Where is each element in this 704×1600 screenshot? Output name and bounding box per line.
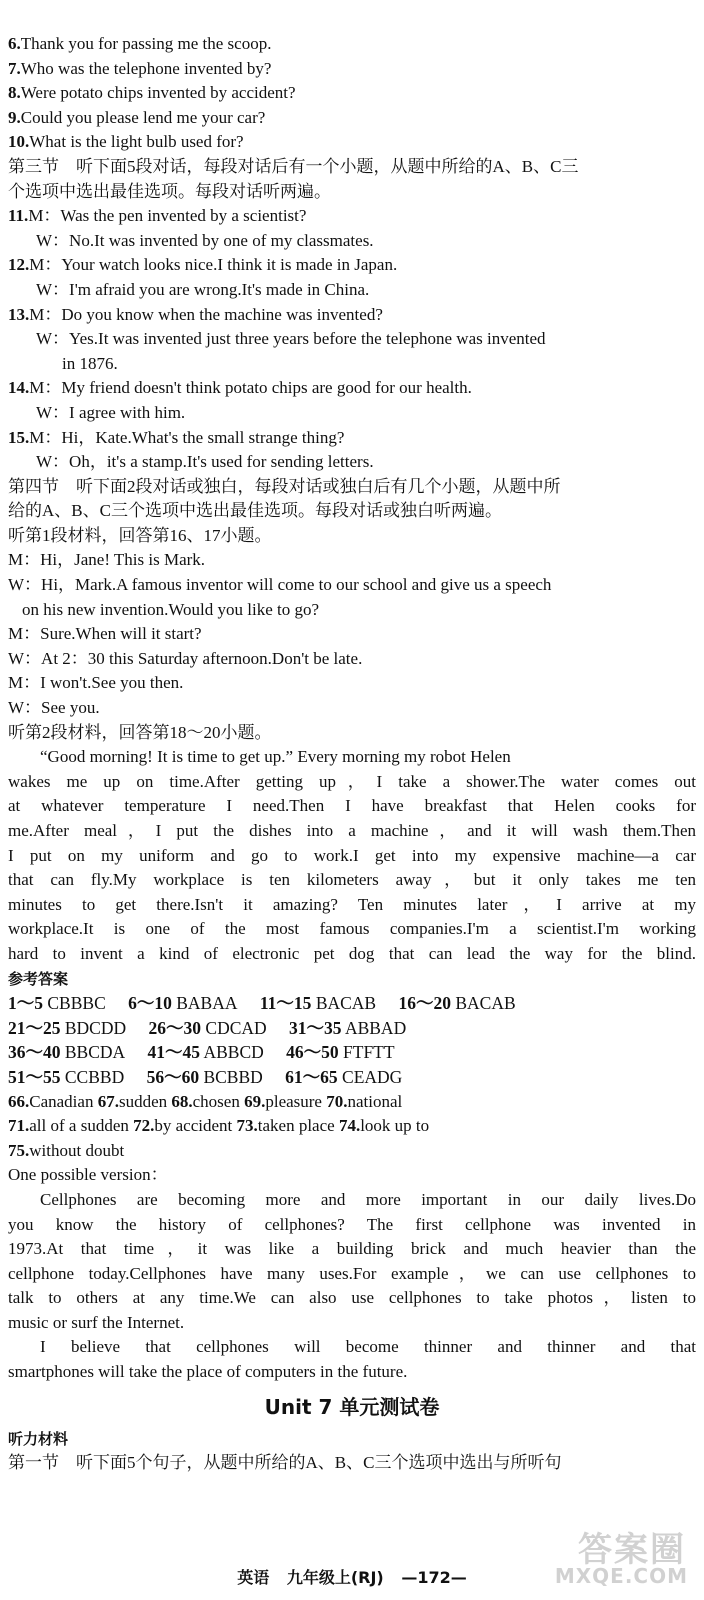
dialog-man-line: 15.M：Hi，Kate.What's the small strange thing? [8, 427, 345, 447]
section4-instruction-cont: 给的A、B、C三个选项中选出最佳选项。每段对话或独白听两遍。 [8, 501, 502, 521]
word-row [8, 1139, 696, 1164]
footer-grade: 九年级上(RJ) [286, 1568, 384, 1587]
dialog-list [8, 204, 696, 475]
word-answer: 68.chosen [171, 1091, 240, 1111]
word-answer: 69.pleasure [244, 1091, 322, 1111]
footer-page-number: —172— [401, 1568, 467, 1587]
sentence-item: 8.Were potato chips invented by accident? [8, 83, 296, 103]
essay-line: smartphones will take the place of computers in the future. [8, 1362, 408, 1382]
passage-line: wakes me up on time.After getting up，I take a shower.The water comes out [8, 771, 696, 791]
answer-group: 56～60 BCBBD [146, 1066, 263, 1087]
sentence-item: 7.Who was the telephone invented by? [8, 58, 272, 78]
passage-line: workplace.It is one of the most famous companies.I'm a scientist.I'm working [8, 919, 696, 939]
section4-instruction: 第四节 听下面2段对话或独白，每段对话或独白后有几个小题，从题中所 [8, 476, 561, 496]
essay-line: Cellphones are becoming more and more important in our daily lives.Do [40, 1189, 696, 1209]
material1-line: M：Sure.When will it start? [8, 624, 202, 644]
material1-line: W：At 2：30 this Saturday afternoon.Don't be late. [8, 648, 363, 668]
answer-group: 26～30 CDCAD [148, 1017, 267, 1038]
answers-heading: 参考答案 [8, 969, 69, 988]
section3-instruction: 第三节 听下面5段对话，每段对话后有一个小题，从题中所给的A、B、C三 [8, 156, 579, 176]
word-answer: 71.all of a sudden [8, 1116, 129, 1136]
essay-label: One possible version： [8, 1165, 168, 1185]
answer-group: 31～35 ABBAD [289, 1017, 407, 1038]
page-content [8, 32, 696, 1476]
passage-line: me.After meal，I put the dishes into a machine，and it will wash them.Then [8, 821, 696, 840]
word-answer: 67.sudden [97, 1091, 168, 1111]
dialog-woman-line-cont: in 1876. [62, 353, 118, 373]
passage-line: hard to invent a kind of electronic pet dog that can lead the way for the blind. [8, 943, 696, 963]
watermark-text: 答案圈 [578, 1530, 686, 1570]
word-row [8, 1090, 696, 1115]
dialog-man-line: 11.M：Was the pen invented by a scientist? [8, 206, 307, 226]
passage-line: “Good morning! It is time to get up.” Every morning my robot Helen [40, 747, 511, 767]
essay-line: 1973.At that time，it was like a building brick and much heavier than the [8, 1239, 696, 1259]
section1-instruction: 第一节 听下面5个句子，从题中所给的A、B、C三个选项中选出与所听句 [8, 1453, 562, 1473]
dialog-man-line: 14.M：My friend doesn't think potato chips are good for our health. [8, 378, 472, 398]
passage-line: minutes to get there.Isn't it amazing? Ten minutes later，I arrive at my [8, 894, 696, 914]
material1-line: W：See you. [8, 698, 100, 718]
essay-paragraph-1 [8, 1188, 696, 1336]
answer-group: 41～45 ABBCD [147, 1042, 264, 1063]
dialog-woman-line: W：Oh，it's a stamp.It's used for sending letters. [36, 452, 374, 472]
answer-group: 51～55 CCBBD [8, 1066, 125, 1087]
word-answer: 75.without doubt [8, 1140, 125, 1160]
footer-subject: 英语 [237, 1568, 270, 1587]
essay-paragraph-2 [8, 1335, 696, 1384]
sentence-item: 9.Could you please lend me your car? [8, 107, 266, 127]
material2-passage [8, 745, 696, 966]
answer-row [8, 1065, 696, 1090]
passage-line: at whatever temperature I need.Then I have breakfast that Helen cooks for [8, 796, 696, 816]
dialog-man-line: 13.M：Do you know when the machine was invented? [8, 304, 383, 324]
word-answer: 74.look up to [338, 1116, 430, 1136]
passage-line: that can fly.My workplace is ten kilometers away，but it only takes me ten [8, 870, 696, 890]
section3-instruction-cont: 个选项中选出最佳选项。每段对话听两遍。 [8, 181, 331, 201]
sentence-item: 6.Thank you for passing me the scoop. [8, 34, 272, 53]
answer-row [8, 1016, 696, 1041]
dialog-woman-line: W：No.It was invented by one of my classmates. [36, 230, 374, 250]
essay-line: you know the history of cellphones? The first cellphone was invented in [8, 1214, 696, 1234]
word-answer: 70.national [326, 1091, 403, 1111]
dialog-woman-line: W：I'm afraid you are wrong.It's made in China. [36, 279, 370, 299]
answer-group: 6～10 BABAA [128, 993, 238, 1014]
sentence-item: 10.What is the light bulb used for? [8, 132, 244, 152]
answer-group: 11～15 BACAB [259, 993, 377, 1014]
word-row [8, 1114, 696, 1139]
material1-line: on his new invention.Would you like to go? [22, 599, 320, 619]
listening-heading: 听力材料 [8, 1429, 69, 1448]
essay-line: cellphone today.Cellphones have many uses.For example，we can use cellphones to [8, 1263, 696, 1283]
answer-row [8, 1040, 696, 1065]
answer-group: 36～40 BBCDA [8, 1042, 126, 1063]
watermark-url: MXQE.COM [554, 1564, 688, 1588]
material1-title: 听第1段材料，回答第16、17小题。 [8, 525, 272, 545]
essay-line: music or surf the Internet. [8, 1312, 185, 1332]
answer-group: 16～20 BACAB [398, 993, 516, 1014]
material2-title: 听第2段材料，回答第18～20小题。 [8, 722, 272, 742]
answer-row [8, 991, 696, 1016]
sentence-list [8, 32, 696, 155]
word-answer: 72.by accident [133, 1116, 233, 1136]
dialog-man-line: 12.M：Your watch looks nice.I think it is made in Japan. [8, 255, 398, 275]
material1-line: M：Hi，Jane! This is Mark. [8, 550, 206, 570]
material1-dialog [8, 548, 696, 720]
passage-line: I put on my uniform and go to work.I get into my expensive machine—a car [8, 845, 696, 865]
unit-title: Unit 7 单元测试卷 [264, 1394, 440, 1419]
essay-line: talk to others at any time.We can also use cellphones to take photos，listen to [8, 1288, 696, 1308]
dialog-woman-line: W：Yes.It was invented just three years before the telephone was invented [36, 329, 546, 349]
word-answer: 66.Canadian [8, 1091, 94, 1111]
answer-group: 61～65 CEADG [285, 1066, 403, 1087]
word-answer: 73.taken place [236, 1116, 335, 1136]
material1-line: W：Hi，Mark.A famous inventor will come to our school and give us a speech [8, 575, 552, 595]
answer-group: 46～50 FTFTT [286, 1042, 395, 1063]
material1-line: M：I won't.See you then. [8, 673, 184, 693]
dialog-woman-line: W：I agree with him. [36, 402, 186, 422]
answer-group: 1～5 CBBBC [8, 993, 106, 1014]
essay-line: I believe that cellphones will become thinner and thinner and that [40, 1337, 696, 1357]
answer-group: 21～25 BDCDD [8, 1017, 127, 1038]
word-answers [8, 1090, 696, 1164]
watermark-logo [554, 1522, 694, 1592]
answer-key [8, 991, 696, 1089]
